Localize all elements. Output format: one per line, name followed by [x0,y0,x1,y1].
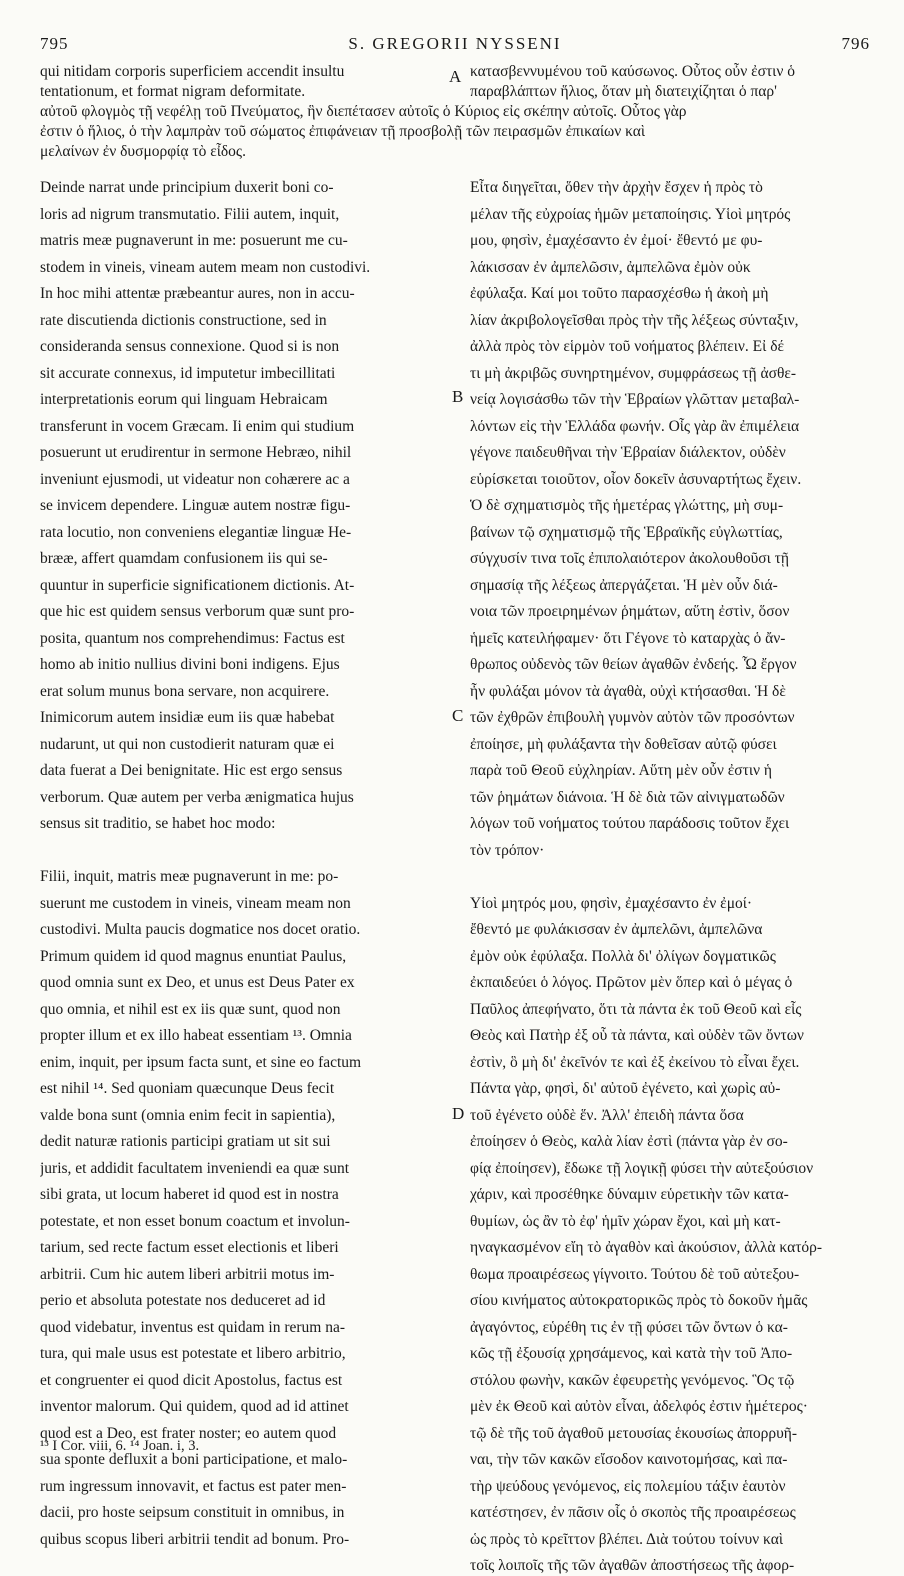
text-line-latin: perio et absoluta potestate nos deduceret ad id [40,1292,326,1309]
text-line-greek: ὡς πρὸς τὸ κρεῖττον βλέπει. Διὰ τούτου τοίνυν καὶ [470,1530,784,1548]
text-line-greek: λόγων τοῦ νοήματος τούτου παράδοσις τοῦτον ἔχει [470,815,790,832]
text-line-greek: μελαίνων ἐν δυσμορφίᾳ τὸ εἶδος. [40,143,246,160]
text-line-latin: quo omnia, et nihil est ex iis quæ sunt, quod non [40,1000,341,1018]
text-line-greek: ἡμεῖς κατειλήφαμεν· ὅτι Γέγονε τὸ καταρχὰς ὁ ἄν- [470,629,786,647]
text-line-latin: interpretationis eorum qui linguam Hebraicam [40,391,328,408]
page-number-right: 796 [841,34,870,53]
text-line-greek: φίᾳ ἐποίησεν), ἔδωκε τῇ λογικῇ φύσει τὴν αὐτεξούσιον [470,1159,814,1177]
text-line-greek: ἐστὶν, ὃ μὴ δι' ἐκεῖνόν τε καὶ ἐξ ἐκείνου τὸ εἶναι ἔχει. [470,1053,800,1071]
text-line-latin: data fuerat a Dei benignitate. Hic est ergo sensus [40,762,343,779]
text-line-latin: valde bona sunt (omnia enim fecit in sapientia), [40,1106,336,1124]
text-line-greek: ηναγκασμένον εἴη τὸ ἀγαθὸν καὶ ἀκούσιον, ἀλλὰ κατόρ- [470,1239,823,1256]
text-line-latin: arbitrii. Cum hic autem liberi arbitrii motus im- [40,1265,335,1283]
text-line-greek: χάριν, καὶ προσέθηκε δύναμιν εὑρετικὴν τῶν κατα- [470,1186,789,1203]
text-line-greek: γέγονε παιδευθῆναι τὴν Ἑβραίαν διάλεκτον, οὐδὲν [470,444,786,461]
text-line-greek: Υἱοὶ μητρός μου, φησὶν, ἐμαχέσαντο ἐν ἐμοί· [470,894,753,912]
text-line-greek: ἐκπαιδεύει ὁ λόγος. Πρῶτον μὲν ὅπερ καὶ ὁ μέγας ὁ [470,974,793,991]
text-line-latin: potestate, et non esset bonum coactum et involun- [40,1212,350,1230]
text-line-latin: posuerunt ut erudirentur in sermone Hebræo, nihil [40,444,352,461]
text-line-latin: tura, qui male usus est potestate et libero arbitrio, [40,1345,346,1362]
margin-marker-d: D [452,1104,465,1123]
text-line-greek: ἀγαγόντος, εὑρέθη τις ἐν τῇ φύσει τῶν ὄντων ὁ κα- [470,1318,788,1336]
text-line-latin: enim, inquit, per ipsum facta sunt, et sine eo factum [40,1053,362,1071]
text-line-latin: rate discutienda dictionis constructione, sed in [40,311,327,329]
text-line-greek: παραβλάπτων ἥλιος, ὅταν μὴ διατειχίζηται ὁ παρ' [470,83,777,100]
text-line-greek: στόλου φωνὴν, κακῶν ἐφευρετὴς γενόμενος. Ὃς τῷ [470,1371,795,1389]
text-line-greek: Παῦλος ἀπεφήνατο, ὅτι τὰ πάντα ἐκ τοῦ Θεοῦ καὶ εἷς [470,1000,802,1018]
margin-marker-c: C [452,706,464,725]
page-header [40,34,870,58]
text-line-latin: rata locutio, non conveniens elegantiæ linguæ He- [40,523,352,541]
text-line-latin: quod est a Deo, est frater noster; eo autem quod [40,1424,337,1442]
text-line-greek: ἔθεντό με φυλάκισσαν ἐν ἀμπελῶνι, ἀμπελῶνα [470,921,763,938]
text-line-greek: ἦν φυλάξαι μόνον τὰ ἀγαθὰ, οὐχὶ κτήσασθαι. Ἡ δὲ [470,682,786,700]
text-line-greek: θρωπος οὐδενὸς τῶν θείων ἀγαθῶν ἐνδεής. Ὧ ἔργον [470,656,797,673]
text-line-latin: verborum. Quæ autem per verba ænigmatica hujus [40,788,354,806]
text-line-greek: ἐποίησεν ὁ Θεὸς, καλὰ λίαν ἐστὶ (πάντα γὰρ ἐν σο- [470,1133,788,1150]
text-line-latin: transferunt in vocem Græcam. Ii enim qui studium [40,417,355,435]
text-line-greek: ἐφύλαξα. Καί μοι τοῦτο παρασχέσθω ἡ ἀκοὴ μὴ [470,285,769,302]
text-line-latin: brææ, affert quamdam confusionem iis qui se- [40,550,328,567]
text-line-greek: λάκισσαν ἐν ἀμπελῶσιν, ἀμπελῶνα ἐμὸν οὐκ [470,258,751,276]
text-line-latin: posita, quantum nos comprehendimus: Factus est [40,629,345,647]
text-line-greek: τὴρ ψεύδους γενόμενος, εἰς πολεμίου τάξιν ἑαυτὸν [470,1477,786,1495]
text-line-latin: inveniunt ejusmodi, ut videatur non cohærere ac a [40,470,350,488]
text-line-greek: μέλαν τῆς εὐχροίας ἡμῶν μεταποίησις. Υἱοὶ μητρός [470,205,791,223]
text-line-greek: κατασβεννυμένου τοῦ καύσωνος. Οὗτος οὖν ἐστιν ὁ [470,63,795,80]
text-line-latin: et congruenter ei quod dicit Apostolus, factus est [40,1371,343,1389]
page-number-left: 795 [40,34,69,53]
text-line-greek: τοῦ ἐγένετο οὐδὲ ἕν. Ἀλλ' ἐπειδὴ πάντα ὅσα [470,1106,744,1124]
margin-marker-a: A [449,67,462,86]
text-line-latin: sua sponte defluxit a boni participatione, et malo- [40,1451,348,1468]
text-line-greek: μου, φησὶν, ἐμαχέσαντο ἐν ἐμοί· ἔθεντό με φυ- [470,232,763,249]
text-line-latin: sit accurate connexus, id imputetur imbecillitati [40,364,336,382]
text-line-greek: ἐποίησε, μὴ φυλάξαντα τὴν δοθεῖσαν αὐτῷ φύσει [470,735,777,753]
text-line-greek: θωμα προαιρέσεως γίγνοιτο. Τούτου δὲ τοῦ αὐτεξου- [470,1265,800,1283]
text-line-latin: homo ab initio nullius divini boni indigens. Ejus [40,656,340,673]
text-line-latin: propter illum et ex illo habeat essentiam ¹³. Omnia [40,1027,352,1044]
text-line-greek: ναι, τὴν τῶν κακῶν εἴσοδον καινοτομήσας, καὶ πα- [470,1451,788,1468]
text-line-greek: μὲν ἐκ Θεοῦ καὶ αὐτὸν εἶναι, ἀδελφός ἐστιν ἡμέτερος· [470,1398,808,1415]
text-line-greek: σημασίᾳ τῆς λέξεως ἀπεργάζεται. Ἡ μὲν οὖν διά- [470,576,778,594]
text-line-greek: αὐτοῦ φλογμὸς τῇ νεφέλῃ τοῦ Πνεύματος, ἣν διεπέτασεν αὐτοῖς ὁ Κύριος εἰς σκέπην αὐτοῖς. Οὗτος γὰρ [40,103,687,120]
text-line-greek: Ὁ δὲ σχηματισμὸς τῆς ἡμετέρας γλώττης, μὴ συμ- [470,497,784,514]
text-line-greek: ἀλλὰ πρὸς τὸν εἱρμὸν τοῦ νοήματος βλέπειν. Εἰ δέ [470,338,785,355]
text-line-greek: Εἶτα διηγεῖται, ὅθεν τὴν ἀρχὴν ἔσχεν ἡ πρὸς τὸ [470,179,763,196]
text-line-latin: tentationum, et format nigram deformitate. [40,83,306,100]
text-line-greek: εὑρίσκεται τοιοῦτον, οἷον δοκεῖν ἀσυναρτήτως ἔχειν. [470,470,802,488]
text-line-latin: sibi grata, ut locum haberet id quod est in nostra [40,1186,339,1203]
text-line-greek: τοῖς λοιποῖς τῆς τῶν ἀγαθῶν ἀποστήσεως τῆς ἀφορ- [470,1557,795,1574]
text-line-latin: In hoc mihi attentæ præbeantur aures, non in accu- [40,285,355,302]
text-line-latin: sensus sit traditio, se habet hoc modo: [40,815,276,832]
running-title: S. GREGORII NYSSENI [348,34,562,53]
text-line-latin: dacii, pro hoste seipsum constituit in omnibus, in [40,1504,345,1521]
text-line-greek: νοια τῶν προειρημένων ῥημάτων, αὕτη ἐστὶν, ὅσον [470,603,790,620]
text-line-latin: quod omnia sunt ex Deo, et unus est Deus Pater ex [40,974,355,991]
text-line-latin: dedit naturæ rationis participi gratiam ut sit sui [40,1133,331,1150]
text-line-latin: nudarunt, ut qui non custodierit naturam quæ ei [40,735,335,753]
text-line-latin: quod videbatur, inventus est quidam in rerum na- [40,1318,346,1336]
text-line-greek: βαίνων τῷ σχηματισμῷ τῆς Ἑβραϊκῆς εὐγλωττίας, [470,523,783,541]
text-line-greek: παρὰ τοῦ Θεοῦ εὐχληρίαν. Αὕτη μὲν οὖν ἐστιν ἡ [470,762,773,779]
text-line-latin: custodivi. Multa paucis dogmatice nos docet oratio. [40,921,361,938]
text-line-latin: inventor malorum. Qui quidem, quod ad id attinet [40,1398,349,1415]
footnotes: ¹³ I Cor. viii, 6. ¹⁴ Joan. i, 3. [40,1438,200,1454]
text-line-latin: stodem in vineis, vineam autem meam non custodivi. [40,258,371,276]
text-line-greek: νείᾳ λογισάσθω τῶν τὴν Ἑβραίων γλῶτταν μεταβαλ- [470,391,800,408]
text-line-latin: quuntur in superficie significationem dictionis. At- [40,576,355,594]
text-line-latin: matris meæ pugnaverunt in me: posuerunt me cu- [40,232,348,249]
text-line-greek: Θεὸς καὶ Πατὴρ ἐξ οὗ τὰ πάντα, καὶ οὐδὲν τῶν ὄντων [470,1027,804,1044]
text-line-latin: erat solum munus bona servare, non acquirere. [40,682,330,700]
text-line-latin: suerunt me custodem in vineis, vineam meam non [40,894,351,912]
text-line-greek: τῶν ἐχθρῶν ἐπιβουλὴ γυμνὸν αὐτὸν τῶν προσόντων [470,709,795,726]
text-line-latin: Primum quidem id quod magnus enuntiat Paulus, [40,947,347,965]
text-line-latin: Deinde narrat unde principium duxerit boni co- [40,179,334,196]
text-line-greek: κῶς τῇ ἐξουσίᾳ χρησάμενος, καὶ κατὰ τὴν τοῦ Ἀπο- [470,1345,793,1362]
text-line-greek: τὸν τρόπον· [470,841,545,859]
text-line-latin: Inimicorum autem insidiæ eum iis quæ habebat [40,709,335,726]
text-line-latin: tarium, sed recte factum esset electionis et liberi [40,1239,339,1256]
text-line-greek: λίαν ἀκριβολογεῖσθαι πρὸς τὴν τῆς λέξεως σύνταξιν, [470,311,799,329]
text-line-latin: qui nitidam corporis superficiem accendit insultu [40,63,345,80]
text-line-latin: est nihil ¹⁴. Sed quoniam quæcunque Deus fecit [40,1080,335,1097]
text-line-greek: σύγχυσίν τινα τοῖς ἐπιπολαιότερον ἀκολουθοῦσι τῇ [470,550,790,567]
text-line-latin: Filii, inquit, matris meæ pugnaverunt in me: po- [40,868,339,885]
text-line-greek: ἐμὸν οὐκ ἐφύλαξα. Πολλὰ δι' ὀλίγων δογματικῶς [470,947,776,965]
margin-marker-b: B [452,387,464,406]
text-line-greek: κατέστησεν, ἐν πᾶσιν οἷς ὁ σκοπὸς τῆς προαιρέσεως [470,1504,796,1521]
text-line-latin: loris ad nigrum transmutatio. Filii autem, inquit, [40,205,340,223]
text-line-latin: que hic est quidem sensus verborum quæ sunt pro- [40,603,355,620]
text-line-greek: ἐστιν ὁ ἥλιος, ὁ τὴν λαμπρὰν τοῦ σώματος ἐπιφάνειαν τῇ προσβολῇ τῶν πειρασμῶν ἐπικαίων καὶ [40,123,646,140]
text-line-latin: se invicem dependere. Linguæ autem nostræ figu- [40,497,351,514]
text-line-greek: θυμίων, ὡς ἂν τὸ ἐφ' ἡμῖν χώραν ἔχοι, καὶ μὴ κατ- [470,1212,781,1230]
text-line-latin: consideranda sensus connexione. Quod si is non [40,338,340,355]
text-line-latin: rum ingressum innovavit, et factus est pater men- [40,1477,347,1495]
text-line-greek: τι μὴ ἀκριβῶς συνηρτημένον, συμφράσεως τῇ ἀσθε- [470,364,797,382]
text-line-latin: juris, et addidit facultatem inveniendi ea quæ sunt [40,1159,350,1177]
text-line-greek: τῶν ῥημάτων διάνοια. Ἡ δὲ διὰ τῶν αἰνιγματωδῶν [470,788,785,806]
text-line-greek: σίου κινήματος αὐτοκρατορικῶς πρὸς τὸ δοκοῦν ἡμᾶς [470,1292,808,1309]
text-line-greek: τῷ δὲ τῆς τοῦ ἀγαθοῦ μετουσίας ἑκουσίως ἀπορρυῆ- [470,1424,798,1442]
text-line-latin: quibus scopus liberi arbitrii tendit ad bonum. Pro- [40,1530,350,1548]
text-line-greek: λόντων εἰς τὴν Ἑλλάδα φωνήν. Οἷς γὰρ ἂν ἐπιμέλεια [470,417,800,435]
text-line-greek: Πάντα γὰρ, φησὶ, δι' αὐτοῦ ἐγένετο, καὶ χωρὶς αὐ- [470,1080,781,1097]
